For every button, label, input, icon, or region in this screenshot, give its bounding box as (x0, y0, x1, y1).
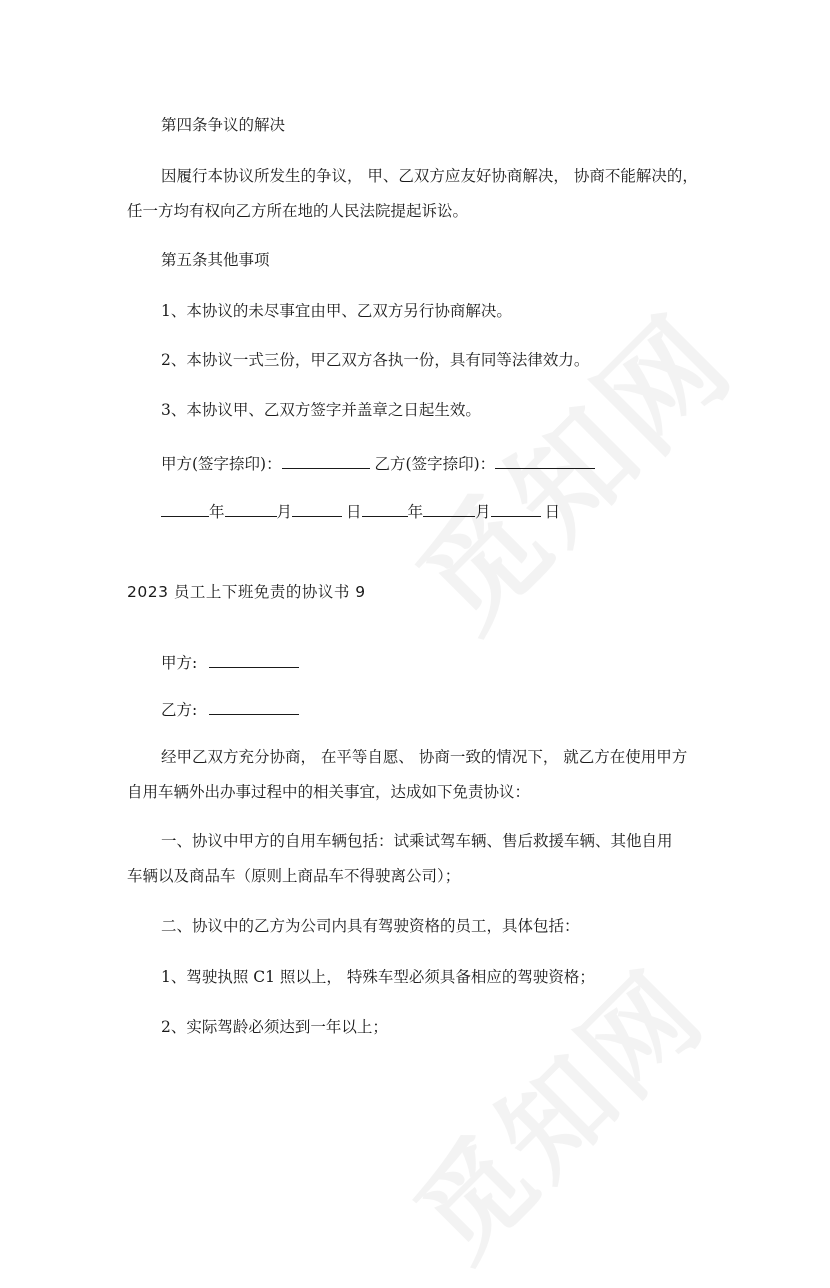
year-blank-a (161, 500, 209, 517)
doc9-requirement2: 2、实际驾龄必须达到一年以上； (161, 1018, 388, 1036)
party-a-signature-label: 甲方(签字捺印)： (161, 455, 282, 473)
month-label-b: 月 (475, 503, 491, 521)
month-blank-a (225, 500, 277, 517)
year-label-b: 年 (407, 503, 424, 521)
date-row (161, 500, 560, 522)
party-b-signature-label: 乙方(签字捺印)： (374, 455, 496, 473)
section4-paragraph-line1: 因履行本协议所发生的争议， 甲、乙双方应友好协商解决， 协商不能解决的， (161, 167, 698, 185)
year-blank-b (362, 500, 408, 517)
doc9-party-b-label: 乙方: (161, 701, 198, 719)
month-label-a: 月 (276, 503, 293, 521)
month-blank-b (423, 500, 475, 517)
day-label-a: 日 (346, 503, 362, 521)
party-a-signature-blank (282, 452, 370, 469)
document9-title: 2023 员工上下班免责的协议书 9 (127, 583, 366, 601)
section5-title: 第五条其他事项 (161, 251, 270, 269)
doc9-intro-line1: 经甲乙双方充分协商， 在平等自愿、 协商一致的情况下， 就乙方在使用甲方 (161, 748, 688, 766)
doc9-party-a-label: 甲方: (161, 654, 198, 672)
doc9-intro-line2: 自用车辆外出办事过程中的相关事宜，达成如下免责协议： (127, 783, 531, 801)
section5-item1: 1、本协议的未尽事宜由甲、乙双方另行协商解决。 (161, 302, 512, 320)
doc9-clause1-line1: 一、协议中甲方的自用车辆包括：试乘试驾车辆、售后救援车辆、其他自用 (161, 832, 673, 850)
doc9-party-a-row (161, 651, 299, 673)
day-label-b: 日 (544, 503, 561, 521)
doc9-party-b-blank (209, 698, 299, 715)
section4-paragraph-line2: 任一方均有权向乙方所在地的人民法院提起诉讼。 (127, 202, 469, 220)
section5-item3: 3、本协议甲、乙双方签字并盖章之日起生效。 (161, 401, 481, 419)
signature-row (161, 452, 595, 474)
party-b-signature-blank (495, 452, 595, 469)
day-blank-a (292, 500, 342, 517)
year-label-a: 年 (209, 503, 225, 521)
section4-title: 第四条争议的解决 (161, 116, 286, 134)
doc9-clause1-line2: 车辆以及商品车（原则上商品车不得驶离公司）； (127, 867, 461, 885)
doc9-party-b-row (161, 698, 299, 720)
doc9-requirement1: 1、驾驶执照 C1 照以上， 特殊车型必须具备相应的驾驶资格； (161, 968, 595, 986)
doc9-party-a-blank (209, 651, 299, 668)
day-blank-b (491, 500, 541, 517)
doc9-clause2: 二、协议中的乙方为公司内具有驾驶资格的员工，具体包括： (161, 917, 580, 935)
section5-item2: 2、本协议一式三份，甲乙双方各执一份，具有同等法律效力。 (161, 351, 590, 369)
